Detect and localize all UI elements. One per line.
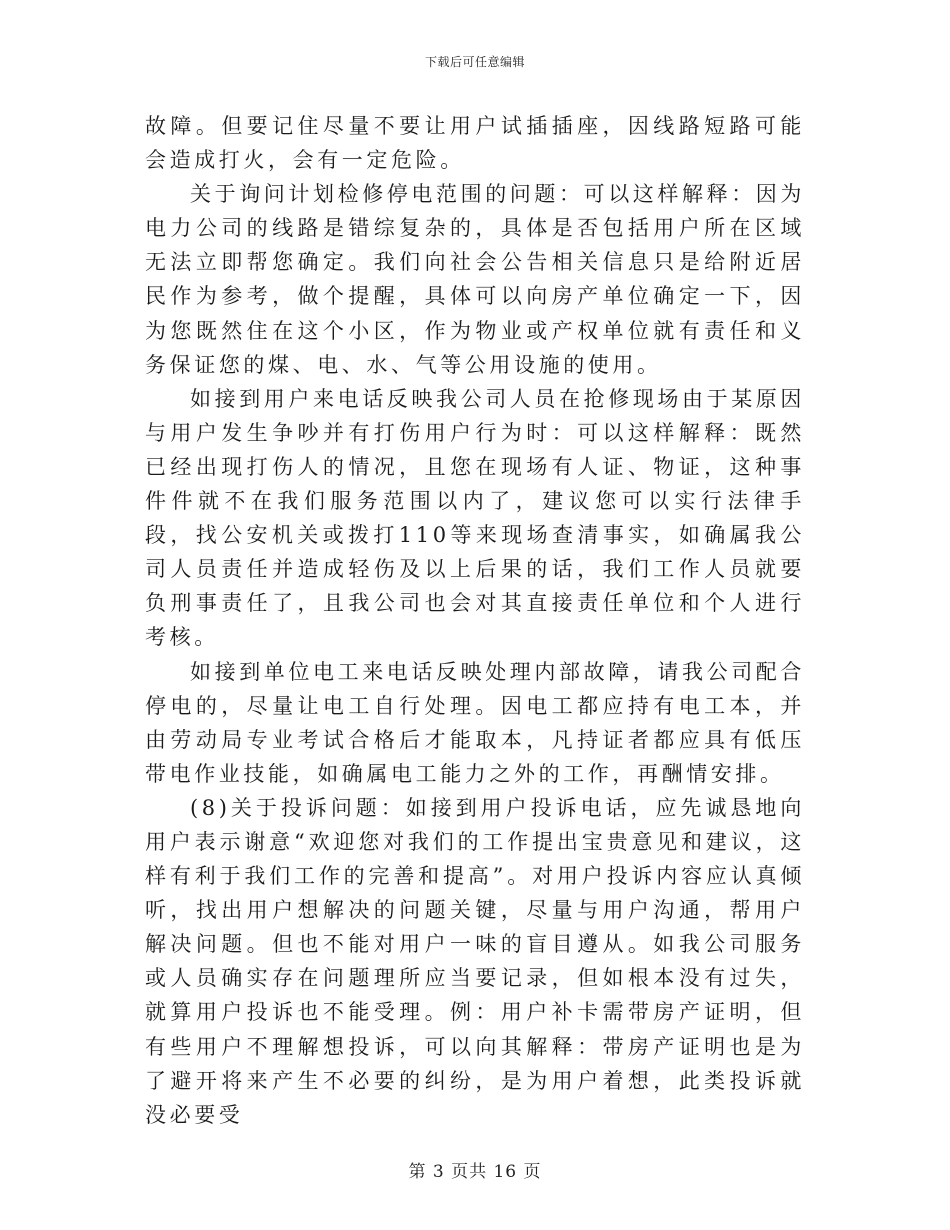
paragraph-3: 如接到用户来电话反映我公司人员在抢修现场由于某原因与用户发生争吵并有打伤用户行为时：可以这样解释：既然已经出现打伤人的情况，且您在现场有人证、物证，这种事件件就不在我们服务范围以内了，建议您可以实行法律手段，找公安机关或拨打110等来现场查清事实，如确属我公司人员责任并造成轻伤及以上后果的话，我们工作人员就要负刑事责任了，且我公司也会对其直接责任单位和个人进行考核。	[145, 386, 805, 650]
page-number: 第 3 页共 16 页	[408, 1162, 542, 1182]
paragraph-5: (8)关于投诉问题：如接到用户投诉电话，应先诚恳地向用户表示谢意“欢迎您对我们的工作提出宝贵意见和建议，这样有利于我们工作的完善和提高”。对用户投诉内容应认真倾听，找出用户想解决的问题关键，尽量与用户沟通，帮用户解决问题。但也不能对用户一味的盲目遵从。如我公司服务或人员确实存在问题理所应当要记录，但如根本没有过失，就算用户投诉也不能受理。例：用户补卡需带房产证明，但有些用户不理解想投诉，可以向其解释：带房产证明也是为了避开将来产生不必要的纠纷，是为用户着想，此类投诉就没必要受	[145, 795, 805, 1127]
paragraph-4: 如接到单位电工来电话反映处理内部故障，请我公司配合停电的，尽量让电工自行处理。因电工都应持有电工本，并由劳动局专业考试合格后才能取本，凡持证者都应具有低压带电作业技能，如确属电工能力之外的工作，再酬情安排。	[145, 659, 805, 786]
page-header: 下载后可任意编辑	[424, 55, 525, 69]
paragraph-2: 关于询问计划检修停电范围的问题：可以这样解释：因为电力公司的线路是错综复杂的，具体是否包括用户所在区域无法立即帮您确定。我们向社会公告相关信息只是给附近居民作为参考，做个提醒，具体可以向房产单位确定一下，因为您既然住在这个小区，作为物业或产权单位就有责任和义务保证您的煤、电、水、气等公用设施的使用。	[145, 182, 805, 377]
document-body	[145, 109, 805, 1132]
paragraph-1: 故障。但要记住尽量不要让用户试插插座，因线路短路可能会造成打火，会有一定危险。	[145, 114, 805, 173]
